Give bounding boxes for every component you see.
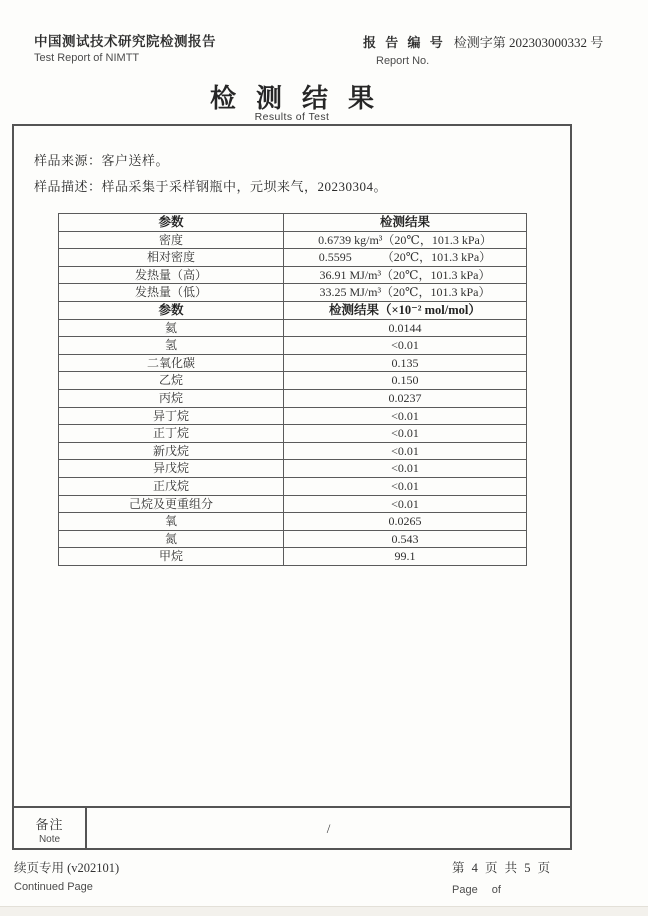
result-cell: <0.01 [283,495,526,513]
result-cell: <0.01 [283,337,526,355]
param-cell: 二氧化碳 [59,354,284,372]
param-cell: 甲烷 [59,548,284,566]
table-row [59,389,527,407]
table-row [59,407,527,425]
footer-page-number-en: Page of [452,884,501,896]
sample-source-line [34,150,169,169]
param-cell: 氦 [59,319,284,337]
table-row [59,266,527,284]
table-row [59,284,527,302]
table-row [59,442,527,460]
report-number-value: 检测字第 202303000332 号 [453,35,604,50]
param-cell: 密度 [59,231,284,249]
param-cell: 丙烷 [59,389,284,407]
note-label-cell [14,808,87,850]
sample-description-line [34,176,387,195]
param-cell: 异丁烷 [59,407,284,425]
param-cell: 氢 [59,337,284,355]
result-cell: 33.25 MJ/m³（20℃，101.3 kPa） [283,284,526,302]
table-row [59,249,527,267]
table-row [59,495,527,513]
table-row [59,354,527,372]
param-cell: 新戊烷 [59,442,284,460]
result-cell: 0.0237 [283,389,526,407]
param-cell: 正丁烷 [59,425,284,443]
param-cell: 参数 [59,214,284,232]
note-label-en: Note [38,833,61,845]
scan-edge-strip [0,906,648,916]
org-title-en: Test Report of NIMTT [34,52,140,64]
results-table [58,213,527,566]
param-cell: 参数 [59,301,284,319]
table-header-row [59,214,527,232]
note-content: / [326,821,331,836]
table-row [59,460,527,478]
result-cell: <0.01 [283,460,526,478]
footer-left-en: Continued Page [14,881,93,893]
table-row [59,337,527,355]
param-cell: 异戊烷 [59,460,284,478]
results-table-body [59,214,527,566]
result-cell: 0.0144 [283,319,526,337]
page-subtitle: Results of Test [254,111,330,123]
param-cell: 正戊烷 [59,477,284,495]
sample-description-value: 样品采集于采样钢瓶中，元坝来气，20230304。 [101,179,388,194]
param-cell: 乙烷 [59,372,284,390]
result-cell: 0.150 [283,372,526,390]
result-cell: 0.543 [283,530,526,548]
page-title: 检测结果 [209,84,394,113]
table-header-row [59,301,527,319]
result-cell: 0.5595 （20℃，101.3 kPa） [283,249,526,267]
sample-description-label: 样品描述： [34,179,102,194]
result-cell: 0.0265 [283,513,526,531]
param-cell: 氮 [59,530,284,548]
result-cell: 36.91 MJ/m³（20℃，101.3 kPa） [283,266,526,284]
table-row [59,231,527,249]
report-number-line [363,32,603,51]
result-cell: 检测结果（×10⁻² mol/mol） [283,301,526,319]
result-cell: 检测结果 [283,214,526,232]
param-cell: 相对密度 [59,249,284,267]
result-cell: 99.1 [283,548,526,566]
table-row [59,548,527,566]
table-row [59,477,527,495]
table-row [59,425,527,443]
org-title-cn: 中国测试技术研究院检测报告 [34,34,216,49]
note-label-cn: 备注 [35,816,64,832]
result-cell: <0.01 [283,442,526,460]
result-cell: 0.6739 kg/m³（20℃，101.3 kPa） [283,231,526,249]
report-number-label: 报 告 编 号 [363,35,446,50]
footer-left-cn: 续页专用 (v202101) [14,861,120,875]
note-row [14,806,570,850]
param-cell: 己烷及更重组分 [59,495,284,513]
param-cell: 发热量（低） [59,284,284,302]
param-cell: 发热量（高） [59,266,284,284]
result-cell: <0.01 [283,407,526,425]
result-cell: <0.01 [283,477,526,495]
sample-source-value: 客户送样。 [101,153,170,168]
result-cell: <0.01 [283,425,526,443]
table-row [59,319,527,337]
param-cell: 氧 [59,513,284,531]
sample-source-label: 样品来源： [34,153,102,168]
footer-page-number-cn: 第 4 页 共 5 页 [452,861,553,875]
table-row [59,530,527,548]
table-row [59,372,527,390]
result-cell: 0.135 [283,354,526,372]
table-row [59,513,527,531]
report-number-label-en: Report No. [376,55,430,67]
